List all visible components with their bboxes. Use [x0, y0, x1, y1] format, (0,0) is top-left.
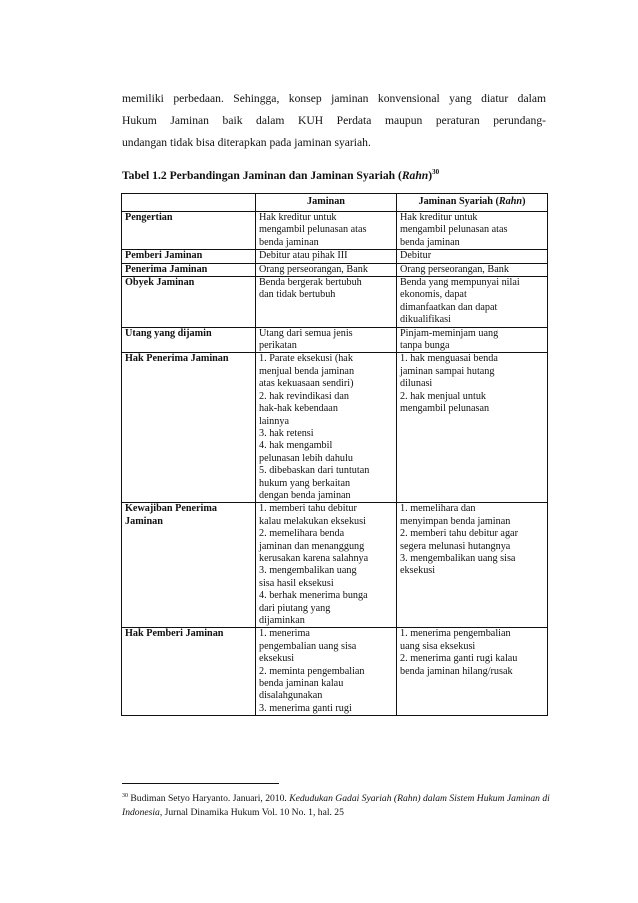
jaminan-cell: [256, 628, 397, 716]
jaminan-cell: [256, 212, 397, 250]
cell-line: 2. meminta pengembalian: [259, 665, 365, 677]
cell-line: Pengertian: [125, 212, 173, 223]
caption-footnote-ref: 30: [432, 168, 440, 176]
footnote-title: Kedudukan Gadai Syariah (Rahn) dalam Sistem Hukum Jaminan di Indonesia: [122, 793, 550, 819]
syariah-cell: [397, 628, 548, 716]
cell-line: tanpa bunga: [400, 340, 450, 352]
cell-line: hak-hak kebendaan: [259, 403, 338, 415]
cell-line: 3. menerima ganti rugi: [259, 702, 352, 714]
cell-line: menjual benda jaminan: [259, 365, 355, 377]
table-row: [122, 263, 548, 276]
cell-line: Debitur atau pihak III: [259, 250, 348, 262]
jaminan-cell: [256, 277, 397, 328]
cell-line: dimanfaatkan dan dapat: [400, 301, 498, 313]
cell-line: 4. hak mengambil: [259, 440, 333, 452]
cell-line: Kewajiban Penerima: [125, 503, 217, 515]
intro-line-3: undangan tidak bisa diterapkan pada jaminan syariah.: [122, 136, 371, 149]
cell-line: Benda yang mempunyai nilai: [400, 277, 520, 289]
cell-line: menyimpan benda jaminan: [400, 515, 511, 527]
cell-line: Obyek Jaminan: [125, 277, 195, 289]
cell-line: jaminan sampai hutang: [400, 365, 495, 377]
cell-line: dijaminkan: [259, 615, 305, 626]
cell-line: hukum yang berkaitan: [259, 477, 351, 489]
cell-line: Penerima Jaminan: [125, 263, 208, 275]
cell-line: benda jaminan kalau: [259, 678, 344, 690]
row-label-cell: [122, 263, 256, 276]
cell-line: eksekusi: [400, 565, 436, 577]
cell-line: benda jaminan hilang/rusak: [400, 665, 513, 677]
cell-line: 2. hak revindikasi dan: [259, 390, 349, 402]
table-row: [122, 212, 548, 250]
table-body: [122, 212, 548, 716]
cell-line: 4. berhak menerima bunga: [259, 590, 368, 602]
intro-line-1: memiliki perbedaan. Sehingga, konsep jaminan konvensional yang diatur dalam: [122, 92, 546, 105]
footnote: [122, 789, 552, 820]
table-row: [122, 628, 548, 716]
cell-line: eksekusi: [259, 653, 295, 665]
syariah-cell: [397, 212, 548, 250]
cell-line: Orang perseorangan, Bank: [400, 263, 509, 275]
cell-line: lainnya: [259, 415, 289, 427]
cell-line: Utang yang dijamin: [125, 327, 212, 339]
cell-line: 3. mengembalikan uang: [259, 565, 357, 577]
cell-line: dengan benda jaminan: [259, 489, 351, 501]
cell-line: mengambil pelunasan atas: [259, 224, 367, 236]
cell-line: dilunasi: [400, 378, 433, 390]
cell-line: mengambil pelunasan atas: [400, 224, 508, 236]
table-row: [122, 503, 548, 628]
cell-line: 1. memelihara dan: [400, 503, 476, 515]
header-jaminan: Jaminan: [256, 194, 397, 212]
comparison-table: [121, 193, 548, 716]
syariah-cell: [397, 327, 548, 353]
cell-line: 3. hak retensi: [259, 427, 314, 439]
header-empty: [122, 194, 256, 212]
row-label-cell: [122, 250, 256, 263]
syariah-cell: [397, 263, 548, 276]
caption-text: Tabel 1.2 Perbandingan Jaminan dan Jaminan Syariah (: [122, 168, 402, 182]
cell-line: Hak kreditur untuk: [259, 212, 337, 223]
cell-line: Debitur: [400, 250, 432, 262]
cell-line: Jaminan: [125, 515, 163, 527]
footnote-text: Budiman Setyo Haryanto. Januari, 2010.: [128, 793, 290, 805]
row-label-cell: [122, 503, 256, 628]
cell-line: 5. dibebaskan dari tuntutan: [259, 465, 370, 477]
cell-line: pelunasan lebih dahulu: [259, 452, 353, 464]
cell-line: 1. menerima pengembalian: [400, 628, 511, 640]
cell-line: disalahgunakan: [259, 690, 323, 702]
cell-line: sisa hasil eksekusi: [259, 577, 334, 589]
cell-line: Pinjam-meminjam uang: [400, 327, 499, 339]
cell-line: Utang dari semua jenis: [259, 327, 353, 339]
caption-suffix: ): [428, 168, 433, 182]
cell-line: benda jaminan: [259, 236, 319, 248]
syariah-cell: [397, 277, 548, 328]
cell-line: benda jaminan: [400, 236, 460, 248]
header-rahn-italic: Rahn: [498, 196, 523, 208]
cell-line: mengambil pelunasan: [400, 403, 490, 415]
cell-line: dan tidak bertubuh: [259, 289, 336, 301]
cell-line: Hak kreditur untuk: [400, 212, 478, 223]
footnote-rule: [122, 783, 279, 784]
jaminan-cell: [256, 250, 397, 263]
cell-line: 1. memberi tahu debitur: [259, 503, 357, 515]
cell-line: perikatan: [259, 340, 297, 352]
row-label-cell: [122, 327, 256, 353]
cell-line: 2. hak menjual untuk: [400, 390, 487, 402]
table-caption: [122, 168, 439, 182]
cell-line: kalau melakukan eksekusi: [259, 515, 366, 527]
jaminan-cell: [256, 503, 397, 628]
cell-line: Benda bergerak bertubuh: [259, 277, 362, 289]
footnote-source: , Jurnal Dinamika Hukum Vol. 10 No. 1, hal. 25: [159, 807, 344, 819]
jaminan-cell: [256, 353, 397, 503]
cell-line: uang sisa eksekusi: [400, 640, 476, 652]
caption-italic: Rahn: [401, 168, 429, 182]
cell-line: kerusakan karena salahnya: [259, 552, 369, 564]
cell-line: 1. Parate eksekusi (hak: [259, 353, 353, 365]
cell-line: jaminan dan menanggung: [259, 540, 365, 552]
cell-line: 1. menerima: [259, 628, 310, 640]
table-row: [122, 353, 548, 503]
footnote-number: 30: [122, 793, 128, 799]
header-jaminan-syariah: Jaminan Syariah (Rahn): [397, 194, 548, 212]
table-row: [122, 250, 548, 263]
cell-line: Hak Pemberi Jaminan: [125, 628, 224, 640]
row-label-cell: [122, 628, 256, 716]
cell-line: 1. hak menguasai benda: [400, 353, 498, 365]
row-label-cell: [122, 277, 256, 328]
row-label-cell: [122, 353, 256, 503]
syariah-cell: [397, 503, 548, 628]
syariah-cell: [397, 353, 548, 503]
cell-line: dari piutang yang: [259, 602, 331, 614]
cell-line: ekonomis, dapat: [400, 289, 467, 301]
cell-line: Orang perseorangan, Bank: [259, 263, 368, 275]
intro-paragraph: [122, 92, 546, 162]
cell-line: 2. memelihara benda: [259, 528, 345, 540]
intro-line-2: Hukum Jaminan baik dalam KUH Perdata maupun peraturan perundang-: [122, 114, 546, 127]
cell-line: 2. menerima ganti rugi kalau: [400, 653, 518, 665]
cell-line: atas kekuasaan sendiri): [259, 378, 354, 390]
cell-line: 3. mengembalikan uang sisa: [400, 552, 516, 564]
cell-line: dikualifikasi: [400, 314, 451, 326]
table-header-row: [122, 194, 548, 212]
cell-line: Pemberi Jaminan: [125, 250, 203, 262]
syariah-cell: [397, 250, 548, 263]
cell-line: 2. memberi tahu debitur agar: [400, 528, 518, 540]
row-label-cell: [122, 212, 256, 250]
table-row: [122, 327, 548, 353]
table-row: [122, 277, 548, 328]
jaminan-cell: [256, 263, 397, 276]
cell-line: pengembalian uang sisa: [259, 640, 357, 652]
cell-line: segera melunasi hutangnya: [400, 540, 511, 552]
jaminan-cell: [256, 327, 397, 353]
cell-line: Hak Penerima Jaminan: [125, 353, 229, 365]
